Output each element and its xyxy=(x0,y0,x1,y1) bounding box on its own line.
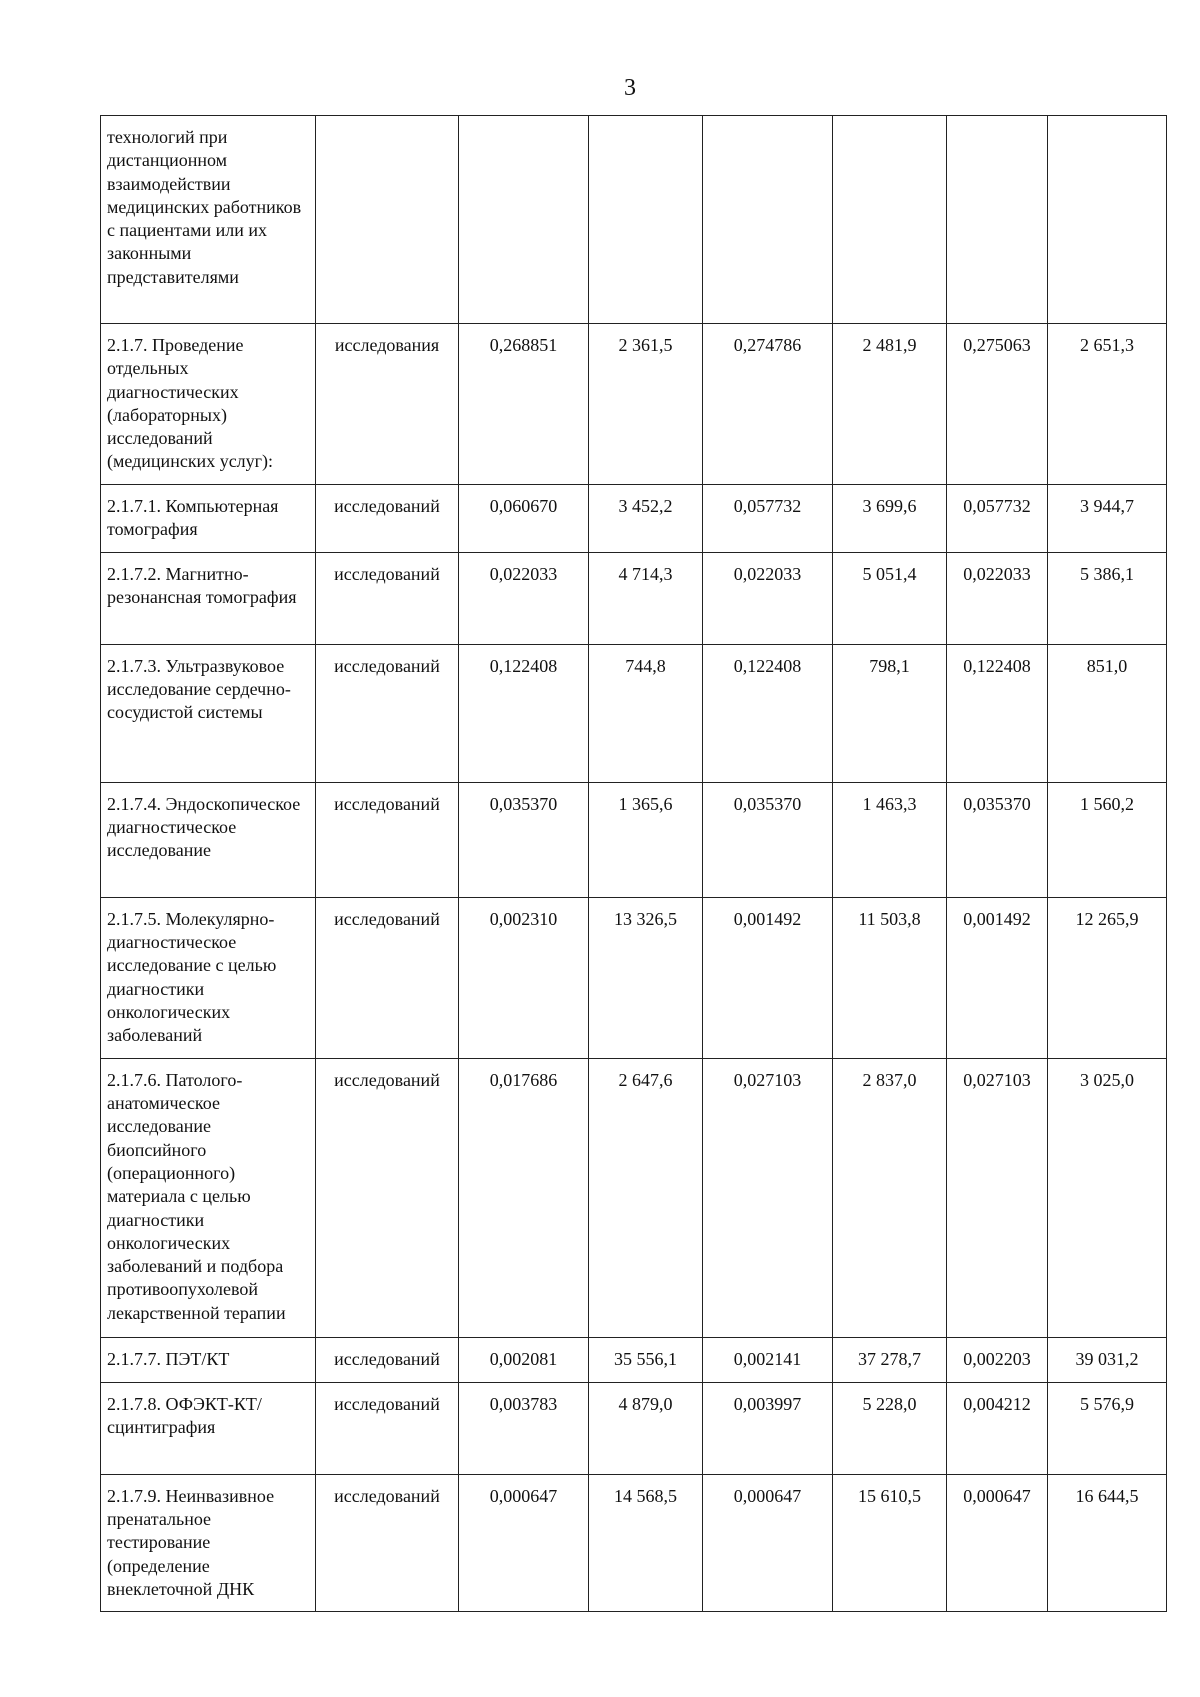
value-cell: 5 576,9 xyxy=(1048,1382,1167,1474)
value-cell: 0,004212 xyxy=(947,1382,1048,1474)
value-cell xyxy=(703,116,833,324)
service-name-cell: 2.1.7.4. Эндоскопическое диагностическое исследование xyxy=(101,782,316,897)
value-cell: 0,057732 xyxy=(947,484,1048,552)
unit-cell: исследований xyxy=(316,1337,459,1382)
value-cell: 0,022033 xyxy=(703,552,833,644)
value-cell: 0,268851 xyxy=(459,324,589,485)
value-cell xyxy=(1048,116,1167,324)
service-name-cell: 2.1.7. Проведение отдельных диагностических (лабораторных) исследований (медицинских услуг): xyxy=(101,324,316,485)
table-row xyxy=(101,552,1167,644)
table-row xyxy=(101,116,1167,324)
value-cell: 39 031,2 xyxy=(1048,1337,1167,1382)
service-name-cell: 2.1.7.1. Компьютерная томография xyxy=(101,484,316,552)
unit-cell: исследований xyxy=(316,1058,459,1337)
value-cell xyxy=(589,116,703,324)
value-cell: 0,275063 xyxy=(947,324,1048,485)
value-cell: 0,002203 xyxy=(947,1337,1048,1382)
value-cell: 15 610,5 xyxy=(833,1474,947,1611)
service-name-cell: 2.1.7.5. Молекулярно-диагностическое исследование с целью диагностики онкологических заболеваний xyxy=(101,897,316,1058)
unit-cell: исследований xyxy=(316,1474,459,1611)
value-cell: 4 714,3 xyxy=(589,552,703,644)
service-name-cell: 2.1.7.8. ОФЭКТ-КТ/сцинтиграфия xyxy=(101,1382,316,1474)
table-row xyxy=(101,897,1167,1058)
service-name-cell: 2.1.7.6. Патолого-анатомическое исследование биопсийного (операционного) материала с целью диагностики онкологических заболеваний и подбора противоопухолевой лекарственной терапии xyxy=(101,1058,316,1337)
value-cell: 851,0 xyxy=(1048,644,1167,782)
page-number: 3 xyxy=(624,75,636,101)
value-cell: 0,035370 xyxy=(947,782,1048,897)
unit-cell: исследований xyxy=(316,644,459,782)
value-cell: 0,001492 xyxy=(703,897,833,1058)
value-cell xyxy=(947,116,1048,324)
value-cell xyxy=(833,116,947,324)
value-cell: 0,002081 xyxy=(459,1337,589,1382)
value-cell: 0,027103 xyxy=(947,1058,1048,1337)
table-row xyxy=(101,1382,1167,1474)
value-cell: 1 365,6 xyxy=(589,782,703,897)
service-name-cell: 2.1.7.9. Неинвазивное пренатальное тестирование (определение внеклеточной ДНК xyxy=(101,1474,316,1611)
unit-cell: исследований xyxy=(316,552,459,644)
service-name-cell: технологий при дистанционном взаимодействии медицинских работников с пациентами или их законными представителями xyxy=(101,116,316,324)
value-cell: 0,017686 xyxy=(459,1058,589,1337)
unit-cell: исследований xyxy=(316,897,459,1058)
value-cell: 5 228,0 xyxy=(833,1382,947,1474)
value-cell: 0,000647 xyxy=(947,1474,1048,1611)
value-cell: 0,122408 xyxy=(459,644,589,782)
service-name-cell: 2.1.7.7. ПЭТ/КТ xyxy=(101,1337,316,1382)
value-cell: 0,002141 xyxy=(703,1337,833,1382)
table-row xyxy=(101,1337,1167,1382)
table-row xyxy=(101,324,1167,485)
value-cell: 0,274786 xyxy=(703,324,833,485)
service-name-cell: 2.1.7.3. Ультразвуковое исследование сердечно-сосудистой системы xyxy=(101,644,316,782)
value-cell: 4 879,0 xyxy=(589,1382,703,1474)
value-cell: 0,003783 xyxy=(459,1382,589,1474)
table-row xyxy=(101,1474,1167,1611)
table-row xyxy=(101,782,1167,897)
unit-cell: исследования xyxy=(316,324,459,485)
value-cell: 1 463,3 xyxy=(833,782,947,897)
value-cell: 35 556,1 xyxy=(589,1337,703,1382)
value-cell: 37 278,7 xyxy=(833,1337,947,1382)
value-cell: 2 651,3 xyxy=(1048,324,1167,485)
value-cell: 1 560,2 xyxy=(1048,782,1167,897)
value-cell: 5 386,1 xyxy=(1048,552,1167,644)
value-cell: 12 265,9 xyxy=(1048,897,1167,1058)
value-cell: 0,022033 xyxy=(459,552,589,644)
services-table xyxy=(100,115,1167,1612)
value-cell: 2 361,5 xyxy=(589,324,703,485)
value-cell: 0,002310 xyxy=(459,897,589,1058)
value-cell: 0,035370 xyxy=(459,782,589,897)
value-cell: 0,057732 xyxy=(703,484,833,552)
service-name-cell: 2.1.7.2. Магнитно-резонансная томография xyxy=(101,552,316,644)
value-cell: 0,000647 xyxy=(703,1474,833,1611)
value-cell: 2 647,6 xyxy=(589,1058,703,1337)
value-cell xyxy=(459,116,589,324)
value-cell: 0,000647 xyxy=(459,1474,589,1611)
value-cell: 0,001492 xyxy=(947,897,1048,1058)
value-cell: 13 326,5 xyxy=(589,897,703,1058)
table-row xyxy=(101,644,1167,782)
unit-cell: исследований xyxy=(316,782,459,897)
value-cell: 14 568,5 xyxy=(589,1474,703,1611)
value-cell: 11 503,8 xyxy=(833,897,947,1058)
unit-cell xyxy=(316,116,459,324)
value-cell: 0,003997 xyxy=(703,1382,833,1474)
value-cell: 2 481,9 xyxy=(833,324,947,485)
unit-cell: исследований xyxy=(316,484,459,552)
value-cell: 3 944,7 xyxy=(1048,484,1167,552)
value-cell: 0,022033 xyxy=(947,552,1048,644)
table-row xyxy=(101,484,1167,552)
value-cell: 3 025,0 xyxy=(1048,1058,1167,1337)
value-cell: 0,060670 xyxy=(459,484,589,552)
value-cell: 0,122408 xyxy=(947,644,1048,782)
value-cell: 744,8 xyxy=(589,644,703,782)
value-cell: 5 051,4 xyxy=(833,552,947,644)
value-cell: 3 452,2 xyxy=(589,484,703,552)
value-cell: 0,035370 xyxy=(703,782,833,897)
value-cell: 2 837,0 xyxy=(833,1058,947,1337)
unit-cell: исследований xyxy=(316,1382,459,1474)
value-cell: 0,122408 xyxy=(703,644,833,782)
value-cell: 16 644,5 xyxy=(1048,1474,1167,1611)
value-cell: 3 699,6 xyxy=(833,484,947,552)
table-row xyxy=(101,1058,1167,1337)
value-cell: 798,1 xyxy=(833,644,947,782)
value-cell: 0,027103 xyxy=(703,1058,833,1337)
